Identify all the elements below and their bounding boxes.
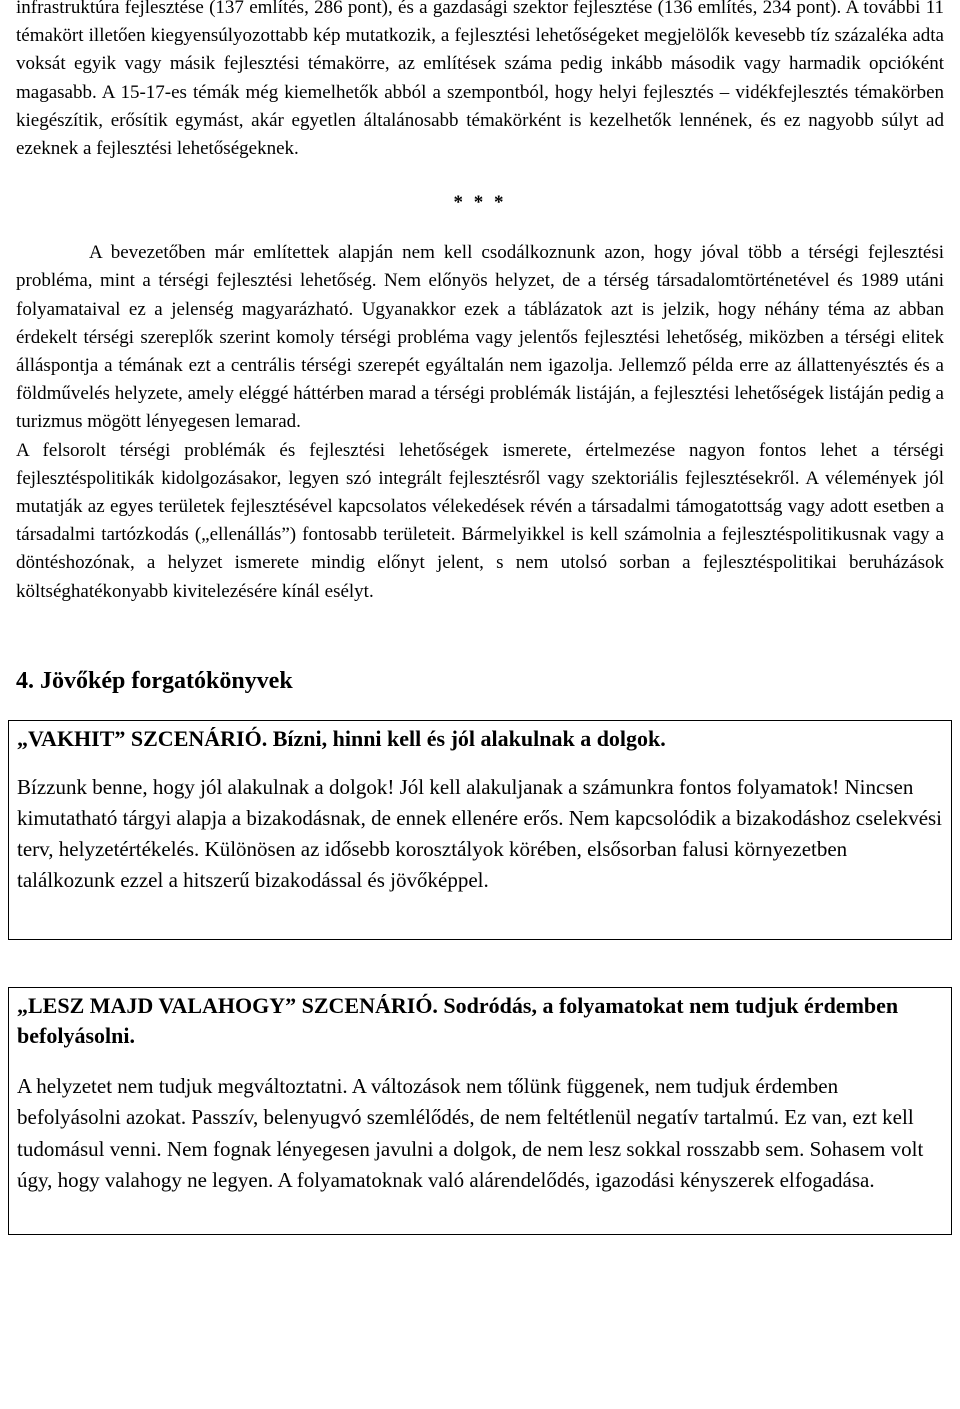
intro-paragraph: infrastruktúra fejlesztése (137 említés, 286 pont), és a gazdasági szektor fejlesztése (136 említés, 234 pont). A további 11 témakört illetően kiegyensúlyozottabb kép mutatkozik, a fejlesztési lehetőségeket megjelölők kevesebb tíz százaléka adta voksát egyik vagy másik fejlesztési témakörre, az említések száma pedig inkább második vagy harmadik opcióként magasabb. A 15-17-es témák még kiemelhetők abból a szempontból, hogy helyi fejlesztés – vidékfejlesztés témakörben kiegészítik, erősítik egymást, akár egyetlen általánosabb témakörként is kezelhetők lennének, és ez nagyobb súlyt ad ezeknek a fejlesztési lehetőségeknek. [16, 0, 944, 160]
paragraph-3: A felsorolt térségi problémák és fejlesztési lehetőségek ismerete, értelmezése nagyon fontos lehet a térségi fejlesztéspolitikák kidolgozásakor, legyen szó integrált fejlesztésről vagy szektoriális fejlesztésekről. A vélemények jól mutatják az egyes területek fejlesztésével kapcsolatos vélekedések révén a társadalmi támogatottság vagy adott esetben a társadalmi tartózkodás („ellenállás”) fontosabb területeit. Bármelyikkel is kell számolnia a fejlesztéspolitikusnak vagy a döntéshozónak, a helyzet ismerete mindig előnyt jelent, s nem utolsó sorban a fejlesztéspolitikai beruházások költséghatékonyabb kivitelezésére kínál esélyt. [16, 439, 944, 602]
scenario-box-vakhit [8, 720, 952, 940]
scenario-box-lesz-majd [8, 987, 952, 1235]
section-heading: 4. Jövőkép forgatókönyvek [16, 667, 293, 694]
document-page [16, 0, 944, 1235]
section-separator: * * * [453, 192, 507, 214]
scenario-2-text: A helyzetet nem tudjuk megváltoztatni. A változások nem tőlünk függenek, nem tudjuk érdemben befolyásolni azokat. Passzív, belenyugvó szemlélődés, de nem feltétlenül negatív tartalmú. Ez van, ezt kell tudomásul venni. Nem fognak lényegesen javulni a dolgok, de nem lesz sokkal rosszabb sem. Sohasem volt úgy, hogy valahogy ne legyen. A folyamatoknak való alárendelődés, igazodási kényszerek elfogadása. [17, 1073, 924, 1193]
scenario-2-title: „LESZ MAJD VALAHOGY” SZCENÁRIÓ. Sodródás, a folyamatokat nem tudjuk érdemben befolyásolni. [17, 992, 899, 1048]
scenario-1-title: „VAKHIT” SZCENÁRIÓ. Bízni, hinni kell és jól alakulnak a dolgok. [17, 725, 666, 751]
paragraph-2: A bevezetőben már említettek alapján nem kell csodálkoznunk azon, hogy jóval több a térségi fejlesztési probléma, mint a térségi fejlesztési lehetőség. Nem előnyös helyzet, de a térség társadalomtörténetével és 1989 utáni folyamataival ez a jelenség magyarázható. Ugyanakkor ezek a táblázatok azt is jelzik, hogy néhány téma az abban érdekelt térségi szereplők szerint komoly térségi probléma vagy jelentős fejlesztési lehetőség, miközben a térségi elitek álláspontja a témának ezt a centrális térségi szerepét egyáltalán nem igazolja. Jellemző példa erre az állattenyésztés és a földművelés helyzete, amely eléggé háttérben marad a térségi problémák listáján, a fejlesztési lehetőségek listáján pedig a turizmus mögött lényegesen lemarad. [16, 242, 944, 433]
scenario-1-text: Bízzunk benne, hogy jól alakulnak a dolgok! Jól kell alakuljanak a számunkra fontos folyamatok! Nincsen kimutatható tárgyi alapja a bizakodásnak, de ennek ellenére erős. Nem kapcsolódik a bizakodáshoz cselekvési terv, helyzetértékelés. Különösen az idősebb korosztályok körében, elsősorban falusi környezetben találkozunk ezzel a hitszerű bizakodással és jövőképpel. [17, 774, 943, 892]
